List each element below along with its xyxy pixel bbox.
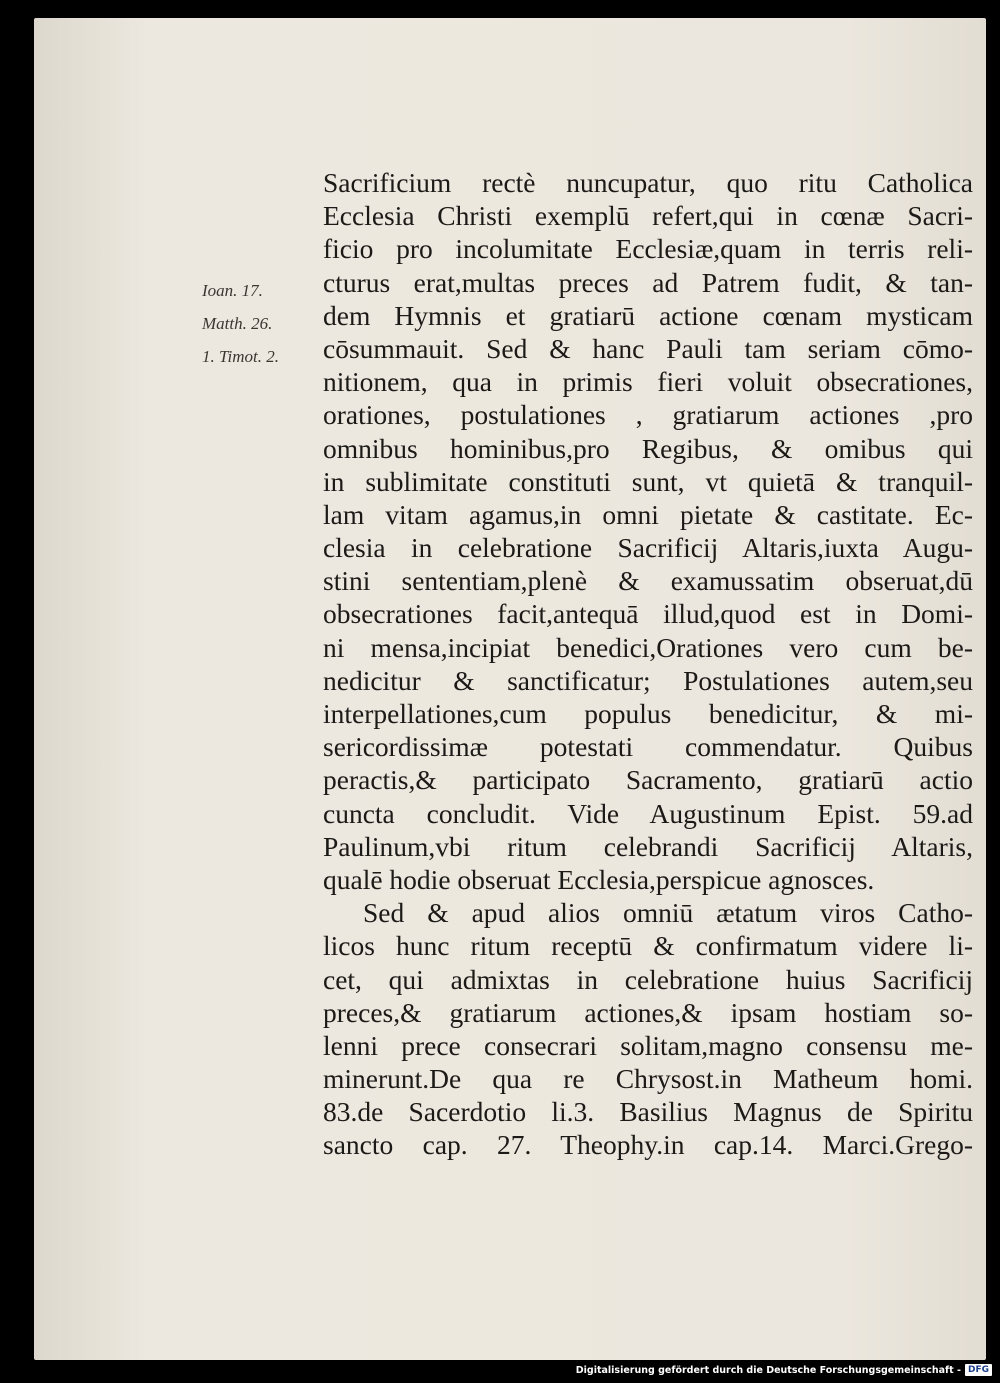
dfg-logo: DFG <box>965 1364 992 1376</box>
text-line: Sed & apud alios omniū ætatum viros Catho- <box>363 897 973 929</box>
text-line: Sacrificium rectè nuncupatur, quo ritu Catholica <box>323 167 973 198</box>
text-line: minerunt.De qua re Chrysost.in Matheum homi. <box>323 1063 973 1095</box>
text-line: lenni prece consecrari solitam,magno consensu me- <box>323 1029 973 1061</box>
text-line: omnibus hominibus,pro Regibus, & omibus qui <box>323 432 973 464</box>
text-line: cuncta concludit. Vide Augustinum Epist. 59.ad <box>323 797 973 829</box>
text-line: sancto cap. 27. Theophy.in cap.14. Marci.Grego- <box>323 1129 973 1161</box>
text-line: cōsummauit. Sed & hanc Pauli tam seriam cōmo- <box>323 332 973 364</box>
text-line: ficio pro incolumitate Ecclesiæ,quam in terris reli- <box>323 233 973 265</box>
body-text <box>323 166 973 1162</box>
text-line: obsecrationes facit,antequā illud,quod est in Domi- <box>323 598 973 630</box>
text-line: interpellationes,cum populus benedicitur, & mi- <box>323 698 973 729</box>
text-line: qualē hodie obseruat Ecclesia,perspicue agnosces. <box>323 863 875 895</box>
text-line: preces,& gratiarum actiones,& ipsam hostiam so- <box>323 996 973 1028</box>
text-line: dem Hymnis et gratiarū actione cœnam mysticam <box>323 299 973 331</box>
text-line: 83.de Sacerdotio li.3. Basilius Magnus de Spiritu <box>323 1096 973 1128</box>
margin-note: Matth. 26. <box>202 314 273 334</box>
text-line: cet, qui admixtas in celebratione huius Sacrificij <box>323 963 973 995</box>
margin-notes <box>202 274 320 374</box>
text-line: in sublimitate constituti sunt, vt quietā & tranquil- <box>323 465 973 497</box>
text-line: ni mensa,incipiat benedici,Orationes vero cum be- <box>323 631 973 663</box>
text-line: sericordissimæ potestati commendatur. Quibus <box>323 731 973 763</box>
text-line: lam vitam agamus,in omni pietate & castitate. Ec- <box>323 498 973 530</box>
text-line: nitionem, qua in primis fieri voluit obsecrationes, <box>323 366 973 398</box>
text-line: orationes, postulationes , gratiarum actiones ,pro <box>323 399 973 431</box>
footer-credit: Digitalisierung gefördert durch die Deutsche Forschungsgemeinschaft - <box>575 1364 961 1376</box>
text-line: clesia in celebratione Sacrificij Altaris,iuxta Augu- <box>323 532 973 564</box>
text-line: nedicitur & sanctificatur; Postulationes autem,seu <box>323 664 973 696</box>
text-line: cturus erat,multas preces ad Patrem fudit, & tan- <box>323 266 973 298</box>
text-line: licos hunc ritum receptū & confirmatum videre li- <box>323 930 973 962</box>
margin-note: 1. Timot. 2. <box>202 347 279 367</box>
text-line: stini sententiam,plenè & examussatim obseruat,dū <box>323 565 973 597</box>
text-line: Paulinum,vbi ritum celebrandi Sacrificij Altaris, <box>323 830 973 862</box>
digitization-footer <box>576 1363 992 1377</box>
text-line: peractis,& participato Sacramento, gratiarū actio <box>323 764 973 796</box>
text-line: Ecclesia Christi exemplū refert,qui in cœnæ Sacri- <box>323 200 973 232</box>
book-page <box>34 18 986 1360</box>
margin-note: Ioan. 17. <box>202 281 263 300</box>
